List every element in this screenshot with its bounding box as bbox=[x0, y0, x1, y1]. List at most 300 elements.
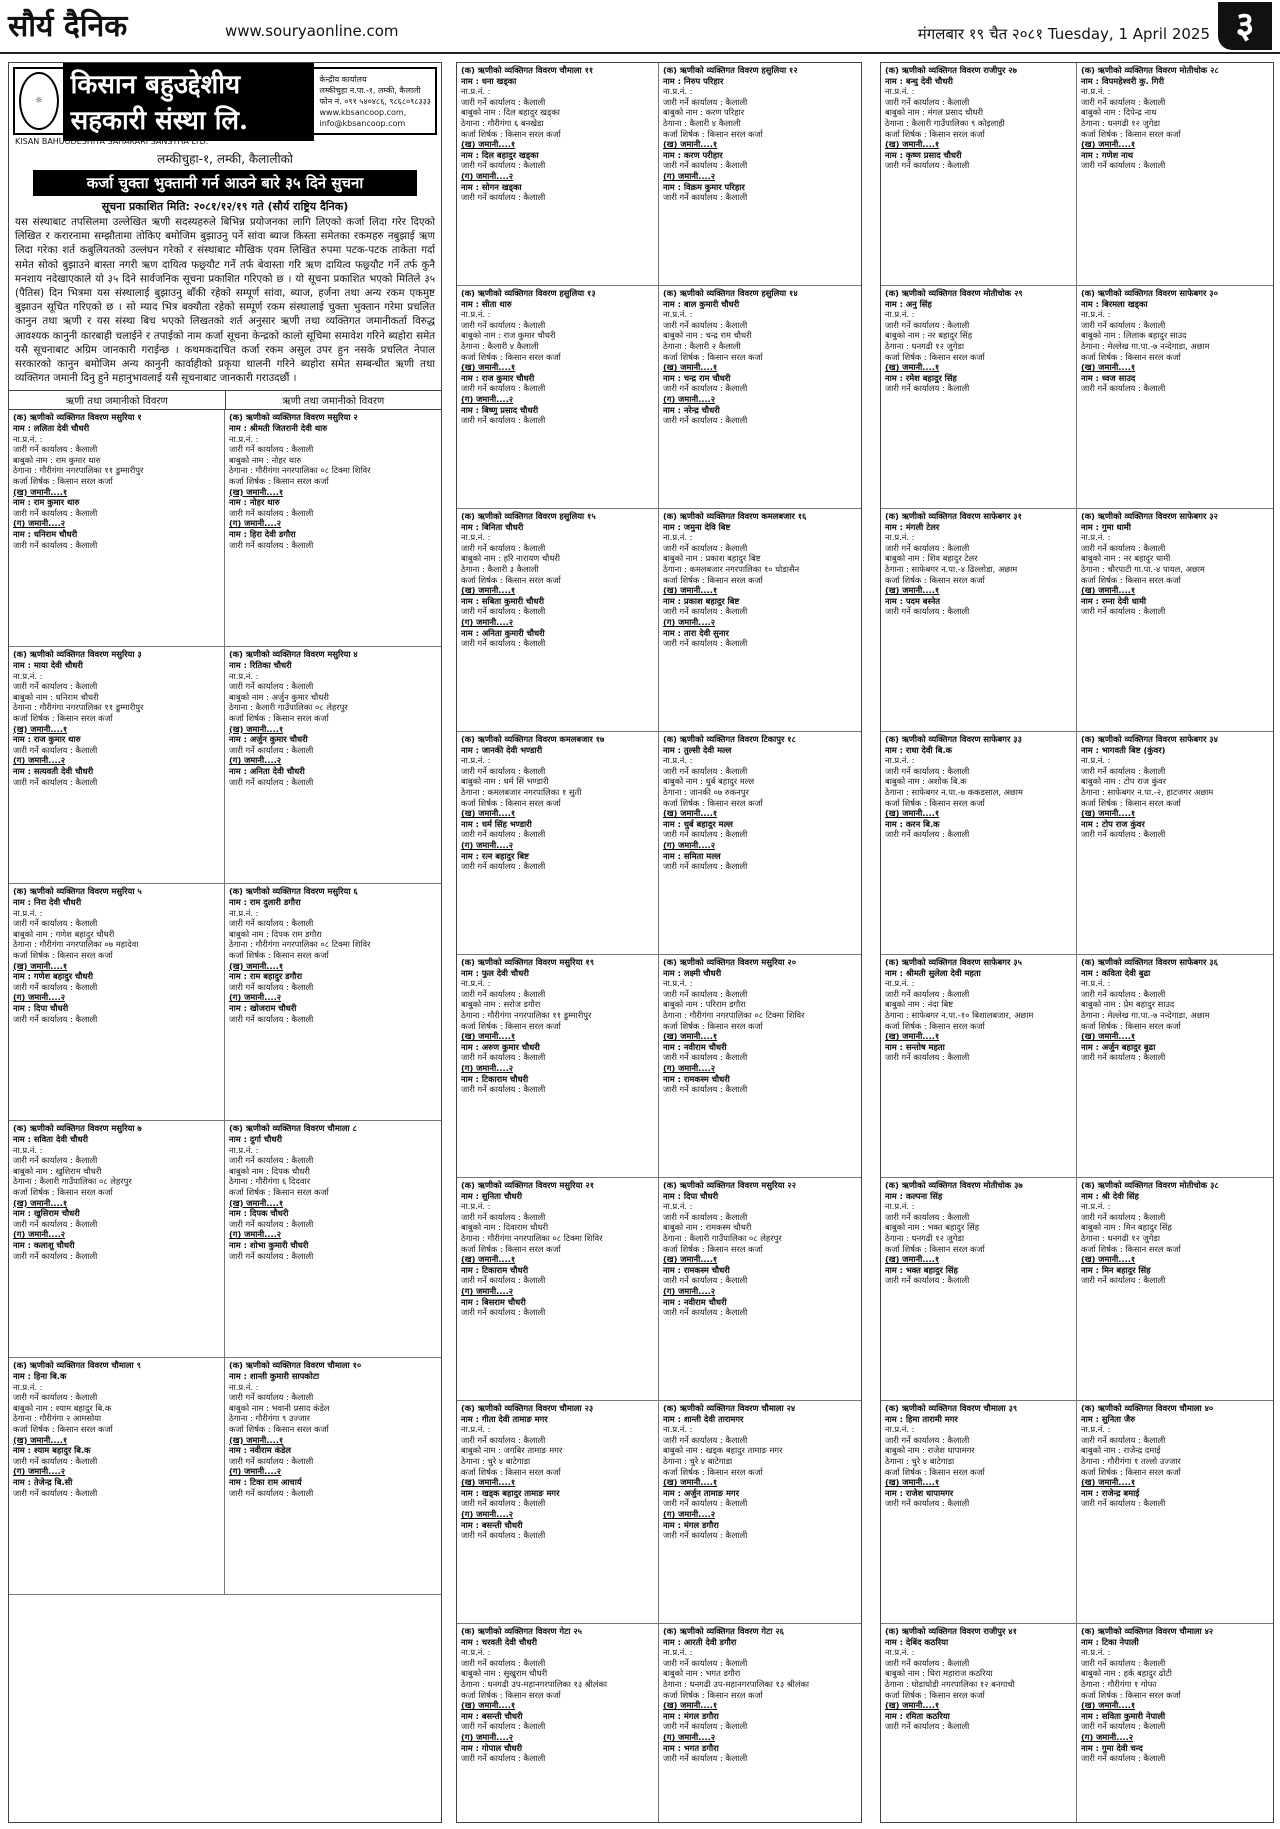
borrower-loan-type: कर्जा शिर्षक : किसान सरल कर्जा bbox=[885, 128, 985, 139]
guarantor-1-name bbox=[1081, 1042, 1269, 1053]
borrower-father-part: बाबुको नाम : bbox=[1081, 776, 1121, 787]
borrower-header-part: ६ bbox=[353, 886, 358, 897]
borrower-address-part: मेल्लेख गा.पा.-७ नन्देगाडा, अछाम bbox=[1107, 1009, 1210, 1020]
guarantor-2-name-part: नाम : bbox=[461, 1742, 479, 1753]
borrower-name-part: नाम : bbox=[1081, 75, 1099, 86]
borrower-address-part: कैलारी गाउँपालिका ०८ लेहरपुर bbox=[689, 1232, 782, 1243]
borrower-name-part: नाम : bbox=[461, 1413, 479, 1424]
guarantor-2-office: जारी गर्ने कार्यालय : कैलाली bbox=[461, 1530, 546, 1541]
borrower-name-part: तुल्सी देवी मल्ल bbox=[683, 744, 732, 755]
borrower-header bbox=[885, 734, 1072, 745]
borrower-header bbox=[229, 1123, 437, 1134]
borrower-name bbox=[13, 1371, 220, 1382]
borrower-father bbox=[229, 929, 437, 940]
borrower-loan-type: कर्जा शिर्षक : किसान सरल कर्जा bbox=[1081, 1020, 1181, 1031]
borrower-name-part: सविता देवी चौधरी bbox=[33, 1134, 89, 1145]
borrower-record bbox=[9, 410, 225, 647]
borrower-record bbox=[457, 1401, 659, 1624]
borrower-name bbox=[461, 1191, 654, 1202]
borrower-header-part: २४ bbox=[786, 1403, 796, 1413]
guarantor-2-name-part: मंगल डगौरा bbox=[683, 1519, 719, 1530]
borrower-name-part: दुर्गा चौधरी bbox=[249, 1134, 282, 1145]
borrower-header bbox=[885, 957, 1072, 968]
borrower-header bbox=[13, 886, 220, 897]
guarantor-2-name-part: नाम : bbox=[663, 1073, 681, 1084]
guarantor-2-name bbox=[663, 405, 857, 416]
borrower-name-part: अनु सिंह bbox=[905, 298, 932, 309]
borrower-loan-type: कर्जा शिर्षक : किसान सरल कर्जा bbox=[1081, 1466, 1181, 1477]
borrower-record bbox=[881, 1178, 1077, 1401]
borrower-header-part: मसुरिया bbox=[327, 649, 351, 660]
borrower-address bbox=[229, 1413, 437, 1424]
borrower-citizenship: ना.प्र.नं. : bbox=[663, 1424, 693, 1435]
borrower-father-part: बाबुको नाम : bbox=[229, 691, 269, 702]
guarantor-2-name-part: नाम : bbox=[663, 181, 681, 192]
borrower-address bbox=[885, 1010, 1072, 1021]
borrower-address-part: ठेगाना : bbox=[663, 1678, 687, 1689]
borrower-header-part: (क) ऋणीको व्यक्तिगत विवरण bbox=[885, 957, 981, 967]
borrower-name-part: धना खड्का bbox=[481, 75, 517, 86]
guarantor-1-name-part: चन्द्र राम चौधरी bbox=[683, 372, 731, 383]
borrower-name bbox=[229, 1134, 437, 1145]
guarantor-2-name bbox=[229, 1477, 437, 1488]
borrower-father bbox=[663, 999, 857, 1010]
borrower-name bbox=[885, 1414, 1072, 1425]
borrower-address-part: चुरे ४ बाटेगाडा bbox=[911, 1455, 955, 1466]
borrower-father-part: बाबुको नाम : bbox=[1081, 1445, 1121, 1456]
borrower-father bbox=[229, 692, 437, 703]
borrower-header-part: (क) ऋणीको व्यक्तिगत विवरण bbox=[13, 1360, 109, 1371]
guarantor-1-name-part: धुर्ब बहादुर मल्ल bbox=[683, 818, 733, 829]
borrower-record bbox=[659, 509, 861, 732]
borrower-father-part: अर्जुन कुमार चौधरी bbox=[271, 691, 329, 702]
borrower-header-part: मोतीचोक bbox=[1179, 1180, 1208, 1190]
borrower-citizenship: ना.प्र.नं. : bbox=[885, 978, 915, 989]
guarantor-1-name bbox=[885, 1042, 1072, 1053]
borrower-address-part: ठेगाना : bbox=[885, 340, 909, 351]
guarantor-2-name bbox=[13, 1240, 220, 1251]
guarantor-1-name-part: खुसिराम चौधरी bbox=[33, 1208, 80, 1219]
borrower-citizenship: ना.प्र.नं. : bbox=[1081, 978, 1111, 989]
borrower-address bbox=[885, 1233, 1072, 1244]
borrower-issuing-office: जारी गर्ने कार्यालय : कैलाली bbox=[13, 1155, 98, 1166]
borrower-father-part: बाबुको नाम : bbox=[663, 330, 703, 341]
borrower-father bbox=[885, 999, 1072, 1010]
borrower-header bbox=[885, 511, 1072, 522]
borrower-name-part: श्री देवी सिंह bbox=[1101, 1190, 1139, 1201]
borrower-name-part: रितिका चौधरी bbox=[249, 660, 292, 671]
borrower-header-part: ४१ bbox=[1008, 1626, 1017, 1636]
borrower-header-part: हसुलिया bbox=[559, 511, 585, 521]
borrower-father-part: दिवाराम चौधरी bbox=[503, 1222, 549, 1233]
borrower-header-part: ७ bbox=[137, 1123, 142, 1134]
borrower-address-part: गौरीगंगा नगरपालिका ११ डुम्मारीपुर bbox=[487, 1009, 592, 1020]
guarantor-1-name bbox=[229, 971, 437, 982]
borrower-father bbox=[885, 1668, 1072, 1679]
guarantor-1-label: (ख) जमानी....१ bbox=[663, 362, 718, 373]
borrower-address-part: ठेगाना : bbox=[663, 786, 687, 797]
guarantor-2-name-part: नाम : bbox=[13, 1476, 31, 1487]
borrower-father-part: हर्क बहादुर ढोटी bbox=[1123, 1668, 1172, 1679]
borrower-loan-type: कर्जा शिर्षक : किसान सरल कर्जा bbox=[13, 950, 113, 960]
guarantor-1-name-part: नाम : bbox=[663, 1264, 681, 1275]
guarantor-2-name-part: शोभा कुमारी चौधरी bbox=[249, 1239, 309, 1250]
borrower-header bbox=[461, 1626, 654, 1637]
borrower-header-part: २ bbox=[353, 412, 358, 423]
guarantor-1-office: जारी गर्ने कार्यालय : कैलाली bbox=[1081, 160, 1166, 171]
borrower-header bbox=[663, 65, 857, 76]
guarantor-2-name-part: रामकस्म चौधरी bbox=[683, 1073, 730, 1084]
borrower-header-part: ३६ bbox=[1209, 957, 1218, 967]
borrower-name-part: श्रीमती जितरानी देवी थारु bbox=[249, 423, 328, 434]
borrower-header-part: मसुरिया bbox=[111, 1123, 135, 1134]
borrower-header bbox=[1081, 1180, 1269, 1191]
borrower-loan-type: कर्जा शिर्षक : किसान सरल कर्जा bbox=[663, 1020, 763, 1031]
borrower-issuing-office: जारी गर्ने कार्यालय : कैलाली bbox=[13, 444, 98, 455]
borrower-address-part: गौरीगंगा नगरपालिका ०७ महादेवा bbox=[39, 939, 139, 950]
borrower-address bbox=[13, 939, 220, 950]
guarantor-1-name-part: नाम : bbox=[663, 1710, 681, 1721]
borrower-header-part: (क) ऋणीको व्यक्तिगत विवरण bbox=[1081, 734, 1177, 744]
borrower-address-part: चुरे ४ बाटेगाडा bbox=[487, 1455, 531, 1466]
borrower-citizenship: ना.प्र.नं. : bbox=[13, 670, 43, 681]
borrower-address-part: ठेगाना : bbox=[1081, 786, 1105, 797]
borrower-address-part: ठेगाना : bbox=[663, 1009, 687, 1020]
guarantor-2-office: जारी गर्ने कार्यालय : कैलाली bbox=[229, 539, 314, 550]
guarantor-1-name bbox=[13, 1208, 220, 1219]
borrower-father-part: नोहर थारु bbox=[271, 454, 302, 465]
guarantor-2-name bbox=[229, 1240, 437, 1251]
guarantor-1-office: जारी गर्ने कार्यालय : कैलाली bbox=[13, 1218, 98, 1229]
guarantor-1-name-part: नाम : bbox=[1081, 149, 1099, 160]
borrower-father bbox=[229, 455, 437, 466]
borrower-issuing-office: जारी गर्ने कार्यालय : कैलाली bbox=[229, 1392, 314, 1403]
borrower-citizenship: ना.प्र.नं. : bbox=[663, 1201, 693, 1212]
borrower-address-part: ठेगाना : bbox=[461, 340, 485, 351]
borrower-address-part: गौरीगंगा नगरपालिका ११ डुम्मारीपुर bbox=[39, 465, 144, 476]
guarantor-1-office: जारी गर्ने कार्यालय : कैलाली bbox=[13, 744, 98, 755]
guarantor-1-name bbox=[885, 1711, 1072, 1722]
borrower-record bbox=[457, 732, 659, 955]
guarantor-1-office: जारी गर्ने कार्यालय : कैलाली bbox=[663, 1498, 748, 1509]
borrower-header-part: २६ bbox=[775, 1626, 784, 1636]
org-banner bbox=[13, 67, 437, 135]
guarantor-1-name bbox=[13, 734, 220, 745]
borrower-record bbox=[225, 1358, 441, 1595]
guarantor-1-office: जारी गर्ने कार्यालय : कैलाली bbox=[1081, 1052, 1166, 1063]
guarantor-1-name bbox=[885, 596, 1072, 607]
borrower-loan-type: कर्जा शिर्षक : किसान सरल कर्जा bbox=[13, 1187, 113, 1197]
borrower-father-part: चन्द्र राम चौधरी bbox=[705, 330, 752, 341]
borrower-name-part: सुनिता चौधरी bbox=[481, 1190, 523, 1201]
borrower-citizenship: ना.प्र.नं. : bbox=[13, 907, 43, 918]
borrower-name bbox=[663, 76, 857, 87]
guarantor-2-label: (ग) जमानी....२ bbox=[229, 992, 282, 1003]
borrower-name-part: चरवती देवी चौधरी bbox=[481, 1636, 537, 1647]
borrower-record bbox=[457, 1178, 659, 1401]
guarantor-2-label: (ग) जमानी....२ bbox=[663, 1062, 716, 1073]
guarantor-1-name bbox=[885, 373, 1072, 384]
borrower-name bbox=[663, 1637, 857, 1648]
borrower-header-part: कमलबजार bbox=[761, 511, 795, 521]
borrower-father bbox=[461, 1222, 654, 1233]
guarantor-1-label: (ख) जमानी....१ bbox=[885, 1477, 940, 1488]
guarantor-2-office: जारी गर्ने कार्यालय : कैलाली bbox=[461, 192, 546, 203]
borrower-father bbox=[1081, 330, 1269, 341]
borrower-address-part: ठेगाना : bbox=[461, 1678, 485, 1689]
borrower-address-part: धनगढी १२ जुगेडा bbox=[1107, 117, 1160, 128]
borrower-name bbox=[663, 522, 857, 533]
borrower-address-part: ठेगाना : bbox=[663, 1455, 687, 1466]
borrower-name bbox=[885, 1637, 1072, 1648]
borrower-address-part: ठेगाना : bbox=[885, 1009, 909, 1020]
guarantor-2-label: (ग) जमानी....२ bbox=[13, 1229, 66, 1240]
guarantor-1-name-part: नाम : bbox=[885, 149, 903, 160]
guarantor-1-name bbox=[663, 1265, 857, 1276]
borrower-header-part: मसुरिया bbox=[761, 957, 785, 967]
borrower-father bbox=[663, 1222, 857, 1233]
borrower-header-part: (क) ऋणीको व्यक्तिगत विवरण bbox=[1081, 957, 1177, 967]
guarantor-2-name-part: नाम : bbox=[461, 404, 479, 415]
borrower-father-part: सरोज डगौरा bbox=[503, 999, 541, 1010]
borrower-address bbox=[461, 118, 654, 129]
guarantor-1-name-part: सबिता कुमारी चौधरी bbox=[481, 595, 545, 606]
borrower-address-part: कैलारी ४ कैलाली bbox=[689, 117, 741, 128]
borrower-address-part: गौरीगंगा ६ बनखेडा bbox=[487, 117, 544, 128]
borrower-name-part: सुनिता जैरु bbox=[1101, 1413, 1136, 1424]
borrower-father bbox=[663, 1445, 857, 1456]
borrower-father-part: मिन बहादुर सिंह bbox=[1123, 1222, 1172, 1233]
borrower-address bbox=[13, 1176, 220, 1187]
borrower-issuing-office: जारी गर्ने कार्यालय : कैलाली bbox=[885, 1657, 970, 1668]
guarantor-2-office: जारी गर्ने कार्यालय : कैलाली bbox=[461, 638, 546, 649]
borrower-name-part: गुमा धामी bbox=[1101, 521, 1131, 532]
borrower-father bbox=[663, 1668, 857, 1679]
borrower-citizenship: ना.प्र.नं. : bbox=[229, 670, 259, 681]
borrower-citizenship: ना.प्र.नं. : bbox=[229, 433, 259, 444]
borrower-issuing-office: जारी गर्ने कार्यालय : कैलाली bbox=[663, 96, 748, 107]
borrower-loan-type: कर्जा शिर्षक : किसान सरल कर्जा bbox=[229, 1187, 329, 1197]
borrower-father-part: बाबुको नाम : bbox=[663, 1668, 703, 1679]
borrower-header-part: मसुरिया bbox=[559, 1180, 583, 1190]
table-header-left: ऋणी तथा जमानीको विवरण bbox=[9, 391, 226, 409]
borrower-father-part: खुशिराम चौधरी bbox=[55, 1165, 102, 1176]
guarantor-2-office: जारी गर्ने कार्यालय : कैलाली bbox=[461, 1084, 546, 1095]
borrower-name-part: गीता देवी तामाङ मगर bbox=[481, 1413, 548, 1424]
borrower-name-part: नाम : bbox=[663, 298, 681, 309]
borrower-header-part: १५ bbox=[587, 511, 596, 521]
borrower-issuing-office: जारी गर्ने कार्यालय : कैलाली bbox=[461, 1657, 546, 1668]
borrower-loan-type: कर्जा शिर्षक : किसान सरल कर्जा bbox=[229, 713, 329, 723]
guarantor-2-name bbox=[229, 529, 437, 540]
org-web: www.kbsancoop.com, info@kbsancoop.com bbox=[319, 107, 407, 128]
borrower-header-part: १२ bbox=[789, 65, 798, 75]
newspaper-url[interactable]: www.souryaonline.com bbox=[225, 22, 399, 40]
notice-column-left bbox=[8, 62, 442, 1823]
borrower-header-part: साफेबगर bbox=[1179, 734, 1207, 744]
borrower-header-part: (क) ऋणीको व्यक्तिगत विवरण bbox=[461, 1180, 557, 1190]
borrower-header-part: मसुरिया bbox=[327, 412, 351, 423]
notice-column-middle bbox=[456, 62, 862, 1823]
borrower-name-part: निरा देवी चौधरी bbox=[33, 897, 82, 908]
guarantor-1-label: (ख) जमानी....१ bbox=[229, 723, 284, 734]
borrower-header-part: २१ bbox=[585, 1180, 595, 1190]
guarantor-1-office: जारी गर्ने कार्यालय : कैलाली bbox=[1081, 1275, 1166, 1286]
guarantor-1-name-part: धर्म सिंह भण्डारी bbox=[481, 818, 532, 829]
borrower-father-part: बाबुको नाम : bbox=[461, 107, 501, 118]
borrower-name-part: कल्पना सिंह bbox=[905, 1190, 943, 1201]
guarantor-1-name-part: नाम : bbox=[663, 1487, 681, 1498]
borrower-header-part: (क) ऋणीको व्यक्तिगत विवरण bbox=[461, 288, 557, 298]
borrower-father-part: धर्म सिं भण्डारी bbox=[503, 776, 549, 787]
borrower-father-part: बाबुको नाम : bbox=[229, 454, 269, 465]
borrower-address bbox=[663, 1233, 857, 1244]
guarantor-2-name-part: नाम : bbox=[663, 1296, 681, 1307]
guarantor-2-office: जारी गर्ने कार्यालय : कैलाली bbox=[13, 539, 98, 550]
borrower-record bbox=[9, 647, 225, 884]
guarantor-1-office: जारी गर्ने कार्यालय : कैलाली bbox=[461, 606, 546, 617]
borrower-loan-type: कर्जा शिर्षक : किसान सरल कर्जा bbox=[461, 1020, 561, 1031]
guarantor-1-name-part: नाम : bbox=[461, 1041, 479, 1052]
guarantor-1-label: (ख) जमानी....१ bbox=[461, 139, 516, 150]
borrower-name bbox=[229, 660, 437, 671]
guarantor-1-name bbox=[663, 596, 857, 607]
guarantor-1-name bbox=[663, 1711, 857, 1722]
borrower-address-part: साफेबगर न.पा.-७ ककडसाल, अछाम bbox=[911, 786, 1023, 797]
guarantor-2-name bbox=[663, 628, 857, 639]
borrower-father-part: बाबुको नाम : bbox=[885, 330, 925, 341]
table-header-right: ऋणी तथा जमानीको विवरण bbox=[282, 396, 385, 408]
borrower-header-part: ११ bbox=[584, 65, 594, 75]
borrower-citizenship: ना.प्र.नं. : bbox=[1081, 309, 1111, 320]
borrower-address-part: ठेगाना : bbox=[663, 1232, 687, 1243]
guarantor-1-name-part: सविता कुमारी नेपाली bbox=[1101, 1710, 1166, 1721]
borrower-address-part: ठेगाना : bbox=[461, 1455, 485, 1466]
guarantor-1-label: (ख) जमानी....१ bbox=[461, 362, 516, 373]
borrower-record bbox=[659, 286, 861, 509]
borrower-father-part: बाबुको नाम : bbox=[461, 1222, 501, 1233]
borrower-record bbox=[659, 1178, 861, 1401]
borrower-loan-type: कर्जा शिर्षक : किसान सरल कर्जा bbox=[663, 351, 763, 362]
guarantor-2-name-part: अनिता देवी चौधरी bbox=[249, 765, 305, 776]
borrower-header bbox=[461, 734, 654, 745]
guarantor-1-label: (ख) जमानी....१ bbox=[663, 808, 718, 819]
borrower-header-part: (क) ऋणीको व्यक्तिगत विवरण bbox=[229, 412, 325, 423]
borrower-citizenship: ना.प्र.नं. : bbox=[663, 978, 693, 989]
borrower-header-part: (क) ऋणीको व्यक्तिगत विवरण bbox=[461, 957, 557, 967]
borrower-address-part: गौरीगंगा १ गोफा bbox=[1107, 1678, 1157, 1689]
borrower-header-part: १६ bbox=[797, 511, 807, 521]
borrower-father-part: बाबुको नाम : bbox=[1081, 999, 1121, 1010]
borrower-name-part: नाम : bbox=[13, 897, 31, 908]
borrower-father-part: बाबुको नाम : bbox=[663, 1222, 703, 1233]
borrower-name-part: नाम : bbox=[885, 298, 903, 309]
borrower-father-part: प्रेम बहादुर साउद bbox=[1123, 999, 1175, 1010]
borrower-father bbox=[13, 929, 220, 940]
guarantor-2-name-part: नाम : bbox=[229, 528, 247, 539]
borrower-father-part: दिल बहादुर खड्का bbox=[503, 107, 560, 118]
guarantor-1-name bbox=[461, 1488, 654, 1499]
guarantor-2-label: (ग) जमानी....२ bbox=[663, 1285, 716, 1296]
borrower-name-part: नाम : bbox=[663, 1190, 681, 1201]
borrower-header-part: हसुलिया bbox=[761, 65, 787, 75]
borrower-header-part: (क) ऋणीको व्यक्तिगत विवरण bbox=[461, 511, 557, 521]
borrower-address-part: ठेगाना : bbox=[663, 563, 687, 574]
guarantor-2-office: जारी गर्ने कार्यालय : कैलाली bbox=[461, 1307, 546, 1318]
borrower-issuing-office: जारी गर्ने कार्यालय : कैलाली bbox=[1081, 319, 1166, 330]
borrower-citizenship: ना.प्र.नं. : bbox=[461, 532, 491, 543]
guarantor-2-label: (ग) जमानी....२ bbox=[229, 755, 282, 766]
borrower-header bbox=[663, 288, 857, 299]
guarantor-1-name-part: नाम : bbox=[461, 818, 479, 829]
borrower-name-part: नाम : bbox=[229, 423, 247, 434]
borrower-citizenship: ना.प्र.नं. : bbox=[663, 755, 693, 766]
guarantor-1-name-part: नाम : bbox=[229, 734, 247, 745]
guarantor-1-name-part: नाम : bbox=[13, 1445, 31, 1456]
borrower-loan-type: कर्जा शिर्षक : किसान सरल कर्जा bbox=[461, 797, 561, 808]
borrower-record bbox=[457, 1624, 659, 1823]
guarantor-1-name bbox=[663, 373, 857, 384]
borrower-father-part: जगबिर तामाङ मगर bbox=[503, 1445, 563, 1456]
borrower-loan-type: कर्जा शिर्षक : किसान सरल कर्जा bbox=[461, 351, 561, 362]
guarantor-1-name bbox=[461, 1042, 654, 1053]
borrower-address bbox=[461, 564, 654, 575]
borrower-header-part: ४० bbox=[1204, 1403, 1214, 1413]
borrower-header bbox=[1081, 1403, 1269, 1414]
guarantor-2-label: (ग) जमानी....२ bbox=[13, 755, 66, 766]
borrower-header bbox=[663, 1626, 857, 1637]
guarantor-2-name-part: नाम : bbox=[461, 850, 479, 861]
borrower-name-part: कविता देवी बुढा bbox=[1101, 967, 1151, 978]
guarantor-1-name-part: दिपक चौधरी bbox=[249, 1208, 289, 1219]
page-number: ३ bbox=[1218, 2, 1272, 50]
borrower-address-part: ठेगाना : bbox=[229, 1176, 253, 1187]
borrower-name-part: नाम : bbox=[229, 897, 247, 908]
guarantor-1-office: जारी गर्ने कार्यालय : कैलाली bbox=[229, 1218, 314, 1229]
guarantor-1-name bbox=[229, 734, 437, 745]
borrower-father bbox=[1081, 1668, 1269, 1679]
borrower-record bbox=[881, 63, 1077, 286]
guarantor-2-name bbox=[229, 1003, 437, 1014]
borrower-issuing-office: जारी गर्ने कार्यालय : कैलाली bbox=[663, 765, 748, 776]
borrower-name bbox=[885, 968, 1072, 979]
borrower-header-part: साफेबगर bbox=[1179, 957, 1207, 967]
borrower-header-part: गेटा bbox=[761, 1626, 773, 1636]
guarantor-1-name-part: कृष्ण प्रसाद चौधरी bbox=[905, 149, 962, 160]
borrower-header-part: (क) ऋणीको व्यक्तिगत विवरण bbox=[461, 1626, 557, 1636]
guarantor-1-office: जारी गर्ने कार्यालय : कैलाली bbox=[1081, 829, 1166, 840]
guarantor-1-office: जारी गर्ने कार्यालय : कैलाली bbox=[663, 1721, 748, 1732]
borrower-name-part: नाम : bbox=[1081, 521, 1099, 532]
borrower-record bbox=[1077, 1624, 1273, 1823]
guarantor-1-name-part: रमेश बहादुर सिंह bbox=[905, 372, 957, 383]
borrower-citizenship: ना.प्र.नं. : bbox=[1081, 1647, 1111, 1658]
borrower-citizenship: ना.प्र.नं. : bbox=[461, 309, 491, 320]
borrower-name bbox=[229, 1371, 437, 1382]
borrower-father-part: बाबुको नाम : bbox=[461, 330, 501, 341]
borrower-header bbox=[461, 65, 654, 76]
guarantor-2-name-part: नाम : bbox=[663, 1742, 681, 1753]
guarantor-1-office: जारी गर्ने कार्यालय : कैलाली bbox=[461, 1498, 546, 1509]
borrower-address-part: चौरपाटी गा.पा.-४ पायल, अछाम bbox=[1107, 563, 1205, 574]
guarantor-1-name-part: राजेन्द्र बमाई bbox=[1101, 1487, 1140, 1498]
guarantor-1-office: जारी गर्ने कार्यालय : कैलाली bbox=[229, 1455, 314, 1466]
borrower-header-part: १० bbox=[352, 1360, 362, 1371]
notice-headline: कर्जा चुक्ता भुक्तानी गर्न आउने बारे ३५ दिने सुचना bbox=[33, 170, 417, 196]
guarantor-2-office: जारी गर्ने कार्यालय : कैलाली bbox=[461, 415, 546, 426]
borrower-citizenship: ना.प्र.नं. : bbox=[1081, 1201, 1111, 1212]
borrower-header-part: (क) ऋणीको व्यक्तिगत विवरण bbox=[1081, 1403, 1177, 1413]
